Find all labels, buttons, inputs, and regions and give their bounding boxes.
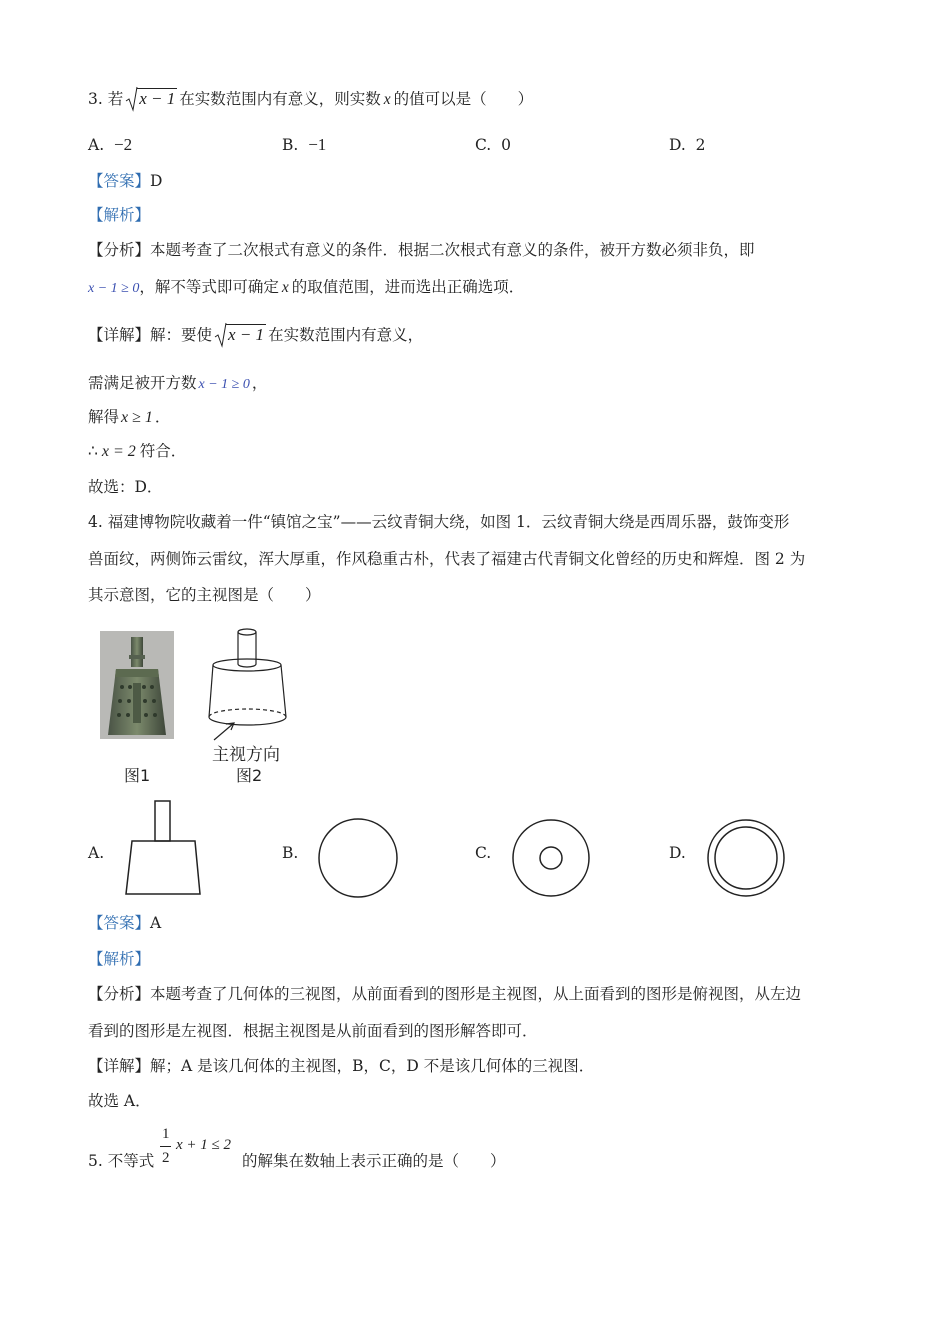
q3-step2-a: 解得 [88,408,120,426]
q4-stem-line1: 4. 福建博物院收藏着一件“镇馆之宝”——云纹青铜大绕，如图 1．云纹青铜大绕是西周乐器，鼓饰变形 [88,513,790,531]
q3-option-d-value: 2 [695,136,706,154]
q3-step3-b: 符合． [139,442,187,460]
q5-expression: x + 1 ≤ 2 [176,1137,232,1153]
q3-step3 [88,440,186,463]
q4-answer [88,912,161,934]
q5-suffix: 的解集在数轴上表示正确的是（ ） [242,1152,506,1170]
q3-step1-math: x − 1 ≥ 0 [198,377,250,392]
q3-option-c-label: C. [475,136,492,154]
q4-fenxi-text1: 本题考查了几何体的三视图，从前面看到的图形是主视图，从上面看到的图形是俯视图，从左边 [150,985,802,1003]
q3-conclusion: 故选：D． [88,478,163,496]
q3-radicand: x − 1 [139,89,176,108]
bronze-bell-photo [100,631,174,739]
q3-fenxi-line1 [88,239,755,261]
q3-step2 [88,406,170,429]
q3-suffix-a: 在实数范围内有意义，则实数 [179,90,381,108]
q3-fenxi-line2 [88,276,524,300]
q3-step3-a: ∴ [88,442,98,460]
q3-stem [88,88,533,111]
q5-prefix: 5. 不等式 [88,1152,155,1170]
option-a-front-view [122,800,204,898]
q4-conclusion: 故选 A． [88,1092,151,1110]
option-c-concentric-small [511,818,591,898]
detail-tag: 【详解】 [88,326,151,344]
answer-tag: 【答案】 [88,914,151,932]
q3-option-b-label: B. [282,136,299,154]
q3-detail-b: 在实数范围内有意义， [268,326,424,344]
answer-tag: 【答案】 [88,172,151,190]
q4-option-c-label: C. [475,844,492,862]
option-b-circle [316,817,400,899]
q3-fenxi-x: x [281,279,289,296]
q3-step1-b: ， [251,374,268,392]
q3-step2-math: x ≥ 1 [121,409,153,426]
q3-sqrt [125,88,177,110]
fig1-caption: 图1 [124,766,151,785]
q3-option-c [475,134,511,156]
q3-detail [88,324,423,346]
q3-answer-value: D [150,172,163,190]
q5-frac-bar [160,1146,171,1147]
q3-fenxi-text2a: ，解不等式即可确定 [139,278,279,296]
q5-frac-denominator: 2 [162,1150,170,1166]
q3-detail-radicand: x − 1 [228,325,265,344]
q3-option-c-value: 0 [501,136,511,154]
q3-option-b-value: −1 [308,135,327,154]
q4-jiexi-tag: 【解析】 [88,950,151,968]
q3-var-x: x [383,91,391,108]
fenxi-tag: 【分析】 [88,241,151,259]
q4-detail-text: 解；A 是该几何体的主视图，B，C，D 不是该几何体的三视图． [150,1057,595,1075]
q3-detail-a: 解：要使 [150,326,213,344]
q3-detail-sqrt [214,324,266,346]
q4-option-a-label: A. [88,844,105,862]
q3-step1-a: 需满足被开方数 [88,374,197,392]
q3-option-a [88,134,132,156]
q4-answer-value: A [150,914,162,932]
q3-fenxi-text2b: 的取值范围，进而选出正确选项． [291,278,525,296]
q3-answer [88,170,162,192]
q5-frac-numerator: 1 [162,1126,170,1142]
q4-detail [88,1055,594,1077]
q3-option-a-label: A. [88,136,105,154]
q3-prefix: 3. 若 [88,90,124,108]
q4-stem-line2: 兽面纹，两侧饰云雷纹，浑大厚重，作风稳重古朴，代表了福建古代青铜文化曾经的历史和辉煌．图 2 为 [88,550,806,568]
option-d-concentric-large [706,818,786,898]
q4-fenxi-line2: 看到的图形是左视图．根据主视图是从前面看到的图形解答即可． [88,1022,538,1040]
q3-step3-math: x = 2 [101,443,136,460]
q4-option-d-label: D. [669,844,686,862]
q3-suffix-b: 的值可以是（ ） [393,90,534,108]
q3-option-a-value: −2 [113,135,133,154]
fig2-caption: 图2 [236,766,263,785]
detail-tag: 【详解】 [88,1057,151,1075]
view-direction-label: 主视方向 [212,745,280,765]
q3-fenxi-math: x − 1 ≥ 0 [88,281,140,296]
q4-stem-line3: 其示意图，它的主视图是（ ） [88,586,321,604]
q3-step1 [88,372,267,396]
q3-step2-b: ． [154,408,171,426]
q4-option-b-label: B. [282,844,299,862]
fenxi-tag: 【分析】 [88,985,151,1003]
q3-option-d [669,134,706,156]
bell-schematic-figure [200,620,310,760]
q3-option-d-label: D. [669,136,686,154]
q3-fenxi-text1: 本题考查了二次根式有意义的条件．根据二次根式有意义的条件，被开方数必须非负，即 [150,241,755,259]
q3-option-b [282,134,326,156]
q4-fenxi-line1 [88,983,801,1005]
q3-jiexi-tag: 【解析】 [88,206,151,224]
